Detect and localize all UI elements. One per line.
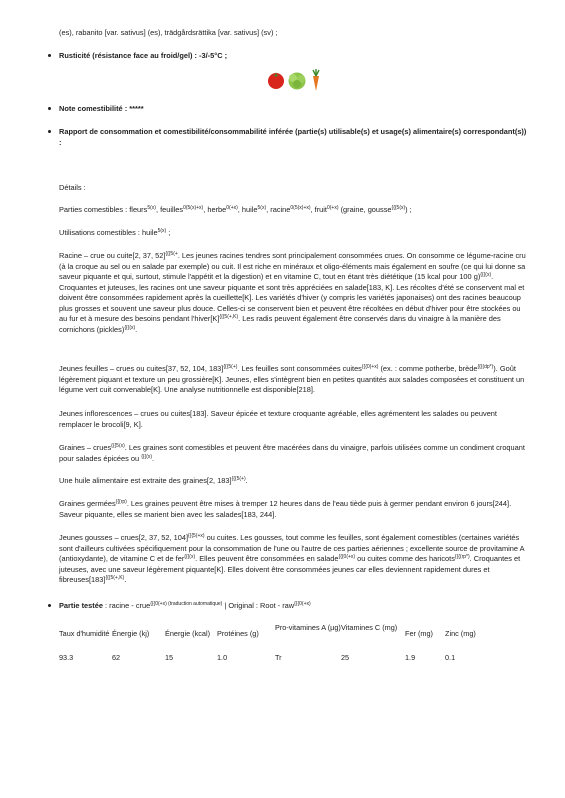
feuilles-paragraph: Jeunes feuilles – crues ou cuites[37, 52, 104, 183]$^{\{\{\{5(+)}$. Les feuilles sont consommées cuites$^{\{\{\{0(+x)}$ (ex. : comme potherbe, brède$^{\{\{\{(dp*)}$). Goût légèrement piquant et texture un peu grossière[K]. Jeunes, elles s'intègrent bien en petites quantités aux salades composées et constituent un légume vert cuit convenable[K]. Une analyse nutritionnelle est disponible[218]. — [59, 364, 525, 395]
header-cell: Vitamines C (mg) — [341, 623, 398, 632]
rusticite-item — [59, 51, 529, 62]
header-cell: Énergie (kj) — [112, 629, 150, 638]
parties-comestibles: Parties comestibles : fleurs$^{5(x)}$, feuilles$^{0(5(x)+x)}$, herbe$^{0(+x)}$, huile$^{5(x)}$, racine$^{0(5(x)+x)}$, fruit$^{0(+x)}$ (graine, gousse$^{\{\{\{5(x)}$) ; — [59, 205, 412, 214]
note-text: Note comestibilité : ***** — [59, 104, 144, 113]
rapport-item — [59, 127, 529, 148]
gousses-paragraph: Jeunes gousses – crues[2, 37, 52, 104]$^{\{\{\{5(+x)}$ ou cuites. Les gousses, tout comme les feuilles, sont également comestibles (certaines variétés sont d'ailleurs cultivées spécifiquement pour la consommation de l'une ou l'autre de ces parties aériennes ; excellente source de provitamine A (antioxydante), de vitamine C et de fer$^{\{\{\{(x)}$. Elles peuvent être consommées en salade$^{\{\{\{0(+x)}$ ou cuites comme des haricots$^{\{\{\{(rp*)}$. Croquantes et juteuses, avec une saveur légèrement piquante[K]. Elles doivent être consommées jeunes car elles deviennent rapidement dures et $fibreuses[183]^{\{\{\{5(+,K)}$. — [59, 533, 525, 585]
carrot-icon — [313, 69, 319, 91]
inflorescences-paragraph: Jeunes inflorescences – crues ou cuites[183]. Saveur épicée et texture croquante agréable, elles agrémentent les salades ou peuvent remplacer le brocoli[9, K]. — [59, 409, 497, 429]
value-cell: 93.3 — [59, 653, 74, 662]
rusticite-text: Rusticité (résistance face au froid/gel) : -3/-5°C ; — [59, 51, 228, 60]
value-cell: 1.0 — [217, 653, 228, 662]
header-cell: Protéines (g) — [217, 629, 259, 638]
graines-paragraph: Graines – crues$^{\{\{\{5(x)}$. Les graines sont comestibles et peuvent être macérées dans du vinaigre, parfois utilisées comme un condiment croquant pour salades épicées ou $^{\{\{\{(x)}$. — [59, 443, 525, 463]
lettuce-icon — [289, 73, 306, 90]
header-cell: Fer (mg) — [405, 629, 433, 638]
huile-paragraph: Une huile alimentaire est extraite des graines[2, 183]$^{\{\{\{5(+)}$. — [59, 476, 248, 485]
header-cell: Taux d'humidité — [59, 629, 110, 638]
value-cell: 0.1 — [445, 653, 456, 662]
details-heading: Détails : — [59, 183, 86, 192]
value-cell: 1.9 — [405, 653, 416, 662]
top-line: (es), rabanito [var. sativus] (es), trädgårdsrättika [var. sativus] (sv) ; — [59, 28, 278, 37]
note-item — [59, 104, 529, 115]
nutrition-value-row — [59, 647, 493, 663]
germees-paragraph: Graines germées$^{\{\{\{rp)}$. Les graines peuvent être mises à tremper 12 heures dans de l'eau tiède puis à germer pendant environ 6 jours[244]. Saveur piquante, elles se marient bien avec les salades[183, 244]. — [59, 499, 512, 519]
value-cell: 25 — [341, 653, 350, 662]
nutrition-table — [59, 623, 493, 663]
header-cell: Pro-vitamines A (µg) — [275, 623, 341, 632]
value-cell: 62 — [112, 653, 121, 662]
tomato-icon — [268, 72, 284, 89]
nutrition-header-row — [59, 623, 493, 647]
racine-paragraph: Racine – crue ou cuite[2, 37, 52]$^{\{\{\{5(+}$. Les jeunes racines tendres sont principalement consommées crues. On consomme ce légume-racine cru (à la croque au sel ou en salade par exemple) ou cuit. Il est riche en minéraux et oligo-éléments mais également en soufre (ce qui lui donne sa saveur piquante et qui, surtout, stimule l'appétit et la digestion) et en vitamine C, tout en étant très diététique (15 kcal pour 100 g)$^{\{\{\{(x)}$. Croquantes et juteuses, les racines ont une saveur piquante et sont très appréciées en salade[183, K]. Les récoltes d'été se conservent mal et doivent être consommées rapidement après la cueillette[K]. Les variétés d'hiver (y compris les variétés japonaises) ont des racines beaucoup plus grosses et souvent une saveur plus douce. Celles-ci se conservent bien et peuvent être récoltées en début d'hiver pour être stockées ou au fur et à mesure des besoins pendant $l'hiver[K]^{\{\{\{5(+,K)}$. Les radis peuvent également être conservés dans du vinaigre à la manière des cornichons (pickles)$^{\{\{\{(x)}$. — [59, 251, 526, 334]
value-cell: 15 — [165, 653, 174, 662]
partie-testee-item: Partie testée : racine - crue$^{\{\{\{0(+x)}$ $^{(traduction automatique)}$ | Original : Root - raw$^{\{\{\{0(+x)}$ — [59, 601, 529, 612]
utilisations-comestibles: Utilisations comestibles : huile$^{5(x)}$ ; — [59, 228, 171, 237]
rapport-text: Rapport de consommation et comestibilité/consommabilité inférée (partie(s) utilisable(s) et usage(s) alimentaire(s) correspondant(s)) : — [59, 127, 527, 147]
usage-icons — [264, 66, 332, 92]
header-cell: Énergie (kcal) — [165, 629, 211, 638]
header-cell: Zinc (mg) — [445, 629, 476, 638]
value-cell: Tr — [275, 653, 282, 662]
